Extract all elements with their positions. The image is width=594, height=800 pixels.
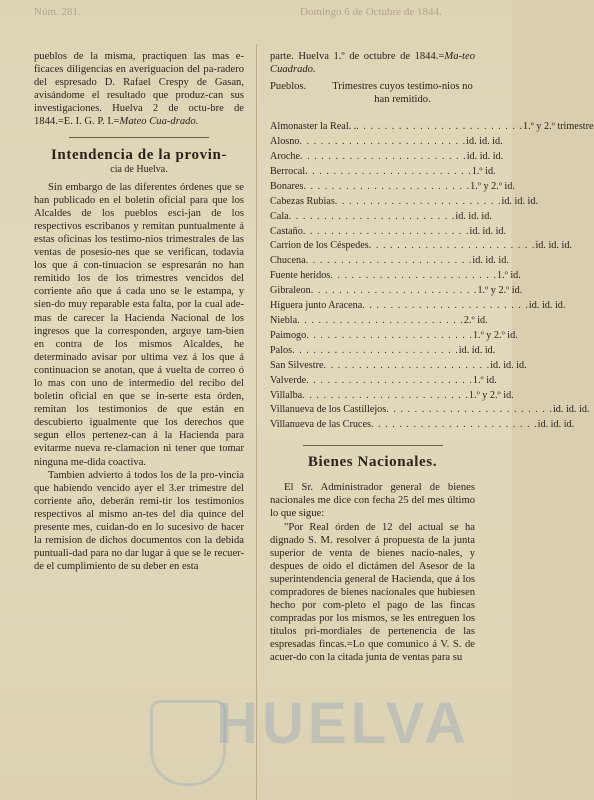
table-row	[270, 299, 566, 314]
library-seal-icon	[150, 700, 226, 786]
trimester-values: id. id. id.	[537, 419, 575, 431]
table-row	[270, 359, 527, 374]
leader-dots: . . . . . . . . . . . . . . . . . . . . . . . .	[299, 151, 467, 162]
town-name: Fuente heridos	[270, 270, 331, 282]
issue-number: Núm. 281.	[34, 6, 81, 18]
leader-dots: . . . . . . . . . . . . . . . . . . . . . . . .	[370, 419, 538, 431]
table-row	[270, 374, 497, 389]
trimester-values: id. id. id.	[458, 344, 496, 356]
leader-dots: . . . . . . . . . . . . . . . . . . . . . . . .	[368, 240, 536, 252]
left-intro-signature: Mateo Cua-drado.	[119, 116, 199, 128]
trimester-values: id. id. id.	[490, 359, 527, 371]
trimester-values: id. id. id.	[501, 195, 539, 207]
left-intro-paragraph	[34, 50, 244, 129]
town-name: Villanueva de las Cruces	[270, 419, 371, 431]
trimester-values: 1.º y 2.º id.	[472, 329, 518, 341]
leader-dots: . . . . . . . . . . . . . . . . . . . . . . . .	[330, 270, 497, 282]
leader-dots: . . . . . . . . . . . . . . . . . . . . . . . .	[334, 195, 502, 207]
section-separator	[69, 137, 209, 138]
table-row	[270, 239, 572, 254]
table-row	[270, 254, 509, 269]
table-header-trimestres: Trimestres cuyos testimo-nios no han remitido.	[332, 81, 473, 106]
trimester-values: id. id. id.	[466, 136, 503, 148]
town-name: Bonares	[270, 180, 304, 192]
table-row	[270, 135, 503, 150]
trimester-values: id. id. id.	[469, 225, 507, 237]
trimester-values: 1.º id.	[496, 270, 521, 282]
trimester-values: id. id. id.	[528, 300, 566, 312]
table-row	[270, 165, 496, 180]
leader-dots: . . . . . . . . . . . . . . . . . . . . . . . .	[305, 255, 473, 267]
town-name: Almonaster la Real. .	[270, 121, 357, 133]
trimester-values: id. id. id.	[535, 240, 572, 252]
trimester-values: 1.º y 2.º id.	[477, 285, 523, 297]
section-heading-tail: cia de Huelva.	[110, 163, 168, 175]
trimester-values: 1.º y 2.º trimestre	[523, 121, 594, 133]
leader-dots: . . . . . . . . . . . . . . . . . . . . . . . .	[302, 389, 469, 401]
table-row	[270, 120, 594, 135]
towns-table	[270, 120, 594, 433]
leader-dots: . . . . . . . . . . . . . . . . . . . . . . . .	[306, 374, 473, 386]
leader-dots: . . . . . . . . . . . . . . . . . . . . . . . .	[306, 329, 473, 341]
leader-dots: . . . . . . . . . . . . . . . . . . . . . . . .	[297, 314, 464, 326]
town-name: Berrocal	[270, 165, 306, 177]
table-header	[270, 80, 475, 106]
town-name: Villalba	[270, 389, 303, 401]
trimester-values: 1.º y 2.º id.	[468, 389, 514, 401]
leader-dots: . . . . . . . . . . . . . . . . . . . . . . . .	[310, 285, 478, 297]
left-paragraph-1: Sin embargo de las diferentes órdenes que se han publicado en el boletin oficial para que los Alcaldes de los pueblos esci-jan de los respectivos escribanos y remitan puntualmente á estas oficinas los testimo-nios trimestrales de las ventas de posesio-nes que se verifican, todavia los que á con-tinuacion se espresarán no han remitido los de los trimestres vencidos del corriente año que á cada uno se le estampa, y sien-do muy reparable esta falta, por la cual ade-mas de carecer la Hacienda Nacional de los ingresos que la corresponden, arguye tam-bien en contra de los mismos Alcaldes, he determinado avisar por ultima vez á los que á continuacion se anotan, que á vuelta de correo ó lo mas con uno de intermedio del recibo del boletin oficial en que se in-serte esta órden, remitan los testimonios de que están en descubierto igualmente que los derechos que segun ellos pertenez-can á la Hacienda para evitarme nueva re-clamacion ni tener que tomar ninguna me-dida coactiva.	[34, 181, 244, 468]
left-column	[34, 50, 244, 573]
table-row	[270, 344, 496, 359]
left-paragraph-2: Tambien advierto á todos los de la pro-vincia que habiendo vencido ayer el 3.er trimestre del corriente año, deberán remi-tir los testimonios respectivos al mismo an-tes del dia quince del presente mes, cuidan-do en lo sucesivo de hacer la remision de dichos documentos con la debida puntuali-dad para no dar lugar á que se le recuer-de el cumplimiento de su deber en esta	[34, 469, 244, 573]
trimester-values: 1.º id.	[472, 374, 497, 386]
trimester-values: 1.º id.	[471, 165, 496, 177]
trimester-values: id. id. id.	[552, 404, 590, 416]
leader-dots: . . . . . . . . . . . . . . . . . . . . . . . .	[362, 300, 529, 312]
column-divider	[256, 44, 257, 800]
town-name: Higuera junto Aracena	[270, 300, 363, 312]
table-row	[270, 403, 590, 418]
section-heading-intendencia: Intendencia de la provin-	[51, 146, 227, 163]
table-row	[270, 389, 514, 404]
table-row	[270, 269, 521, 284]
left-intro-text: pueblos de la misma, practiquen las mas e-ficaces diligencias en averiguacion del pa-radero del espresado D. Rafael Crespy de Gasan, avisándome el resultado que produz-can sus investigaciones. Huelva 2 de octu-bre de 1844.=E. I. G. P. I.=	[34, 51, 244, 128]
town-name: Paimogo	[270, 329, 307, 341]
table-row	[270, 210, 492, 225]
town-name: Palos	[270, 344, 293, 356]
town-name: Aroche	[270, 151, 300, 162]
section-separator	[303, 445, 443, 446]
table-row	[270, 150, 504, 165]
page-header	[0, 0, 512, 46]
table-row	[270, 180, 515, 195]
leader-dots: . . . . . . . . . . . . . . . . . . . . . . . .	[302, 225, 470, 237]
town-name: Gibraleon	[270, 285, 311, 297]
leader-dots: . . . . . . . . . . . . . . . . . . . . . . . .	[303, 180, 471, 192]
town-name: Alosno	[270, 136, 300, 148]
town-name: Chucena	[270, 255, 306, 267]
leader-dots: . . . . . . . . . . . . . . . . . . . . . . . .	[305, 165, 472, 177]
leader-dots: . . . . . . . . . . . . . . . . . . . . . . . .	[386, 404, 553, 416]
leader-dots: . . . . . . . . . . . . . . . . . . . . . . . .	[288, 210, 456, 222]
trimester-values: id. id. id.	[455, 210, 492, 222]
section-heading-bienes: Bienes Nacionales.	[307, 454, 438, 471]
watermark: HUELVA	[216, 691, 470, 756]
trimester-values: id. id. id.	[466, 151, 504, 162]
table-row	[270, 195, 539, 210]
right-paragraph-1: El Sr. Administrador general de bienes nacionales me dice con fecha 25 del mes último lo que sigue:	[270, 482, 475, 520]
town-name: San Silvestre	[270, 359, 324, 371]
leader-dots: . . . . . . . . . . . . . . . . . . . . . . . .	[292, 344, 459, 356]
issue-date: Domingo 6 de Octubre de 1844.	[300, 6, 442, 18]
trimester-values: id. id. id.	[472, 255, 509, 267]
table-row	[270, 225, 507, 240]
right-paragraph-2: "Por Real órden de 12 del actual se ha dignado S. M. resolver á propuesta de la junta superior de venta de bienes nacio-nales, y despues de oido el dictámen del Asesor de la superintendencia general de Hacienda, que á los compradores de bienes nacionales que hubiesen hecho por com-pleto el pago de las fincas compradas por los mismos, se les entreguen los títulos pri-mordiales de pertenencia de las espresadas fincas.=Lo que comunico á V. S. de acuer-do con la citada junta de ventas para su	[270, 521, 475, 664]
trimester-values: 1.º y 2.º id.	[470, 180, 515, 192]
right-column	[270, 50, 594, 665]
right-intro-text: parte. Huelva 1.º de octubre de 1844.=	[270, 51, 445, 62]
town-name: Cabezas Rubias	[270, 195, 335, 207]
leader-dots: . . . . . . . . . . . . . . . . . . . . . . . .	[323, 359, 491, 371]
table-row	[270, 418, 575, 433]
right-intro-paragraph	[270, 50, 475, 76]
town-name: Villanueva de los Castillejos	[270, 404, 387, 416]
table-row	[270, 284, 523, 299]
trimester-values: 2.º id.	[463, 314, 488, 326]
leader-dots: . . . . . . . . . . . . . . . . . . . . . . . .	[299, 136, 467, 148]
town-name: Castaño	[270, 225, 303, 237]
town-name: Valverde	[270, 374, 307, 386]
table-header-pueblos: Pueblos.	[270, 81, 307, 93]
leader-dots: . . . . . . . . . . . . . . . . . . . . . . . .	[356, 121, 523, 133]
table-row	[270, 329, 518, 344]
right-intro-signature: Ma-teo Cuadrado.	[270, 51, 475, 76]
town-name: Carrion de los Céspedes	[270, 240, 369, 252]
table-row	[270, 314, 488, 329]
town-name: Cala	[270, 210, 289, 222]
town-name: Niebla	[270, 314, 298, 326]
